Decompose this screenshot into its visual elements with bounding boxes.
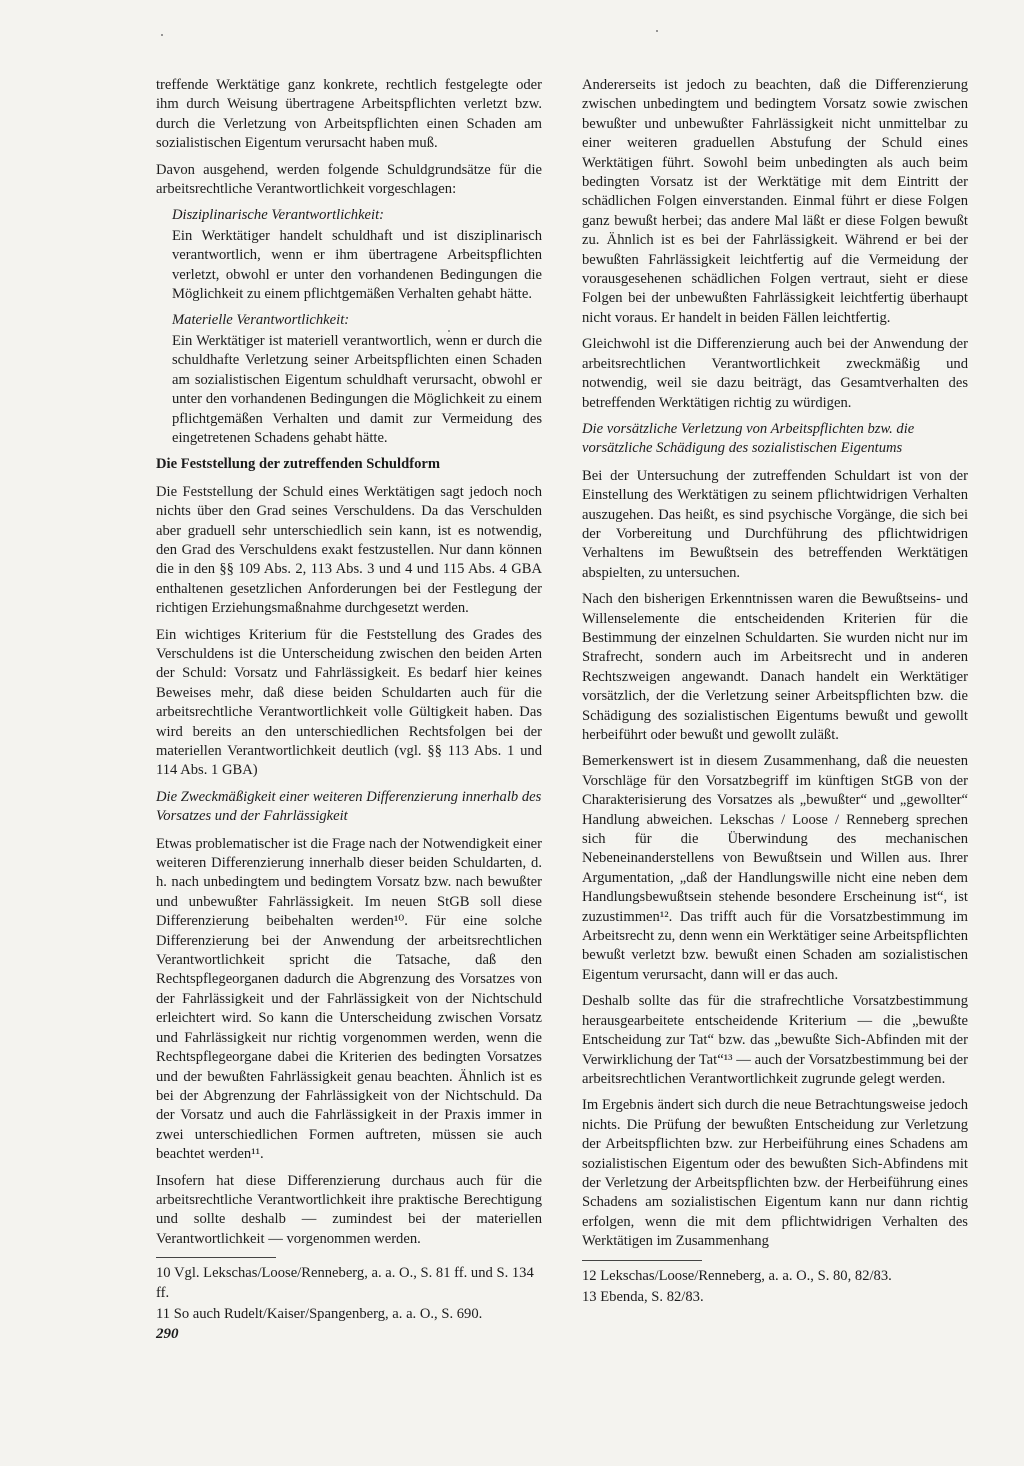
page-number: 290	[156, 1326, 179, 1342]
paragraph: Bei der Untersuchung der zutreffenden Schuldart ist von der Einstellung des Werktätigen zu seinem pflichtwidrigen Verhalten auszugehen. Das heißt, es sind psychische Vorgänge, die sich bei der Vorbereitung und Durchführung des pflichtwidrigen Verhaltens im Bewußtsein des betreffenden Werktätigen abspielten, zu untersuchen.	[582, 467, 968, 581]
footnote-divider	[582, 1260, 702, 1261]
scan-speck	[161, 34, 163, 36]
paragraph: Ein Werktätiger handelt schuldhaft und ist disziplinarisch verantwortlich, wenn er ihm übertragene Arbeitspflichten verletzt, obwohl er unter den vorhandenen Bedingungen die Möglichkeit zu einem pflichtgemäßen Verhalten gehabt hätte.	[172, 227, 542, 303]
footnote: 12 Lekschas/Loose/Renneberg, a. a. O., S. 80, 82/83.	[582, 1267, 892, 1284]
paragraph: Im Ergebnis ändert sich durch die neue Betrachtungsweise jedoch nichts. Die Prüfung der bewußten Entscheidung zur Verletzung der Arbeitspflichten bzw. zur Herbeiführung eines Schadens am sozialistischen Eigentum oder des bewußten Sich-Abfindens mit der Verletzung der Arbeitspflichten bzw. der Herbeiführung eines Schadens am sozialistischen Eigentum kann nur dann richtig erfolgen, wenn die mit dem pflichtwidrigen Verhalten des Werktätigen im Zusammenhang	[582, 1097, 968, 1250]
paragraph: Etwas problematischer ist die Frage nach der Notwendigkeit einer weiteren Differenzierung innerhalb dieser beiden Schuldarten, d. h. nach unbedingtem und bedingtem Vorsatz bzw. nach bewußter und unbewußter Fahrlässigkeit. Im neuen StGB soll diese Differenzierung beibehalten werden¹⁰. Für eine solche Differenzierung bei der Anwendung der arbeitsrechtlichen Verantwortlichkeit spricht die Tatsache, daß den Rechtspflegeorganen dadurch die Abgrenzung des Vorsatzes von der Fahrlässigkeit und der Fahrlässigkeit von der Nichtschuld erleichtert wird. So kann die Unterscheidung zwischen Vorsatz und Fahrlässigkeit nur richtig vorgenommen werden, wenn die Rechtspflegeorgane dabei die Kriterien des bedingten Vorsatzes und der bewußten Fahrlässigkeit genau beachten. Ähnlich ist es bei der Abgrenzung der Fahrlässigkeit von der Nichtschuld. Da der Vorsatz und auch die Fahrlässigkeit in der Praxis immer in zwei unterschiedlichen Formen auftreten, müssen sie auch beachtet werden¹¹.	[156, 835, 542, 1163]
right-column	[582, 76, 968, 1309]
footnote: 10 Vgl. Lekschas/Loose/Renneberg, a. a. O., S. 81 ff. und S. 134 ff.	[156, 1265, 534, 1301]
paragraph: Die Feststellung der Schuld eines Werktätigen sagt jedoch noch nichts über den Grad seines Verschuldens. Da das Verschulden aber graduell sehr unterschiedlich sein kann, ist es notwendig, den Grad des Verschuldens exakt festzustellen. Nur dann können die in den §§ 109 Abs. 2, 113 Abs. 3 und 4 und 115 Abs. 4 GBA enthaltenen gesetzlichen Anforderungen bei der Festlegung der richtigen Erziehungsmaßnahme durchgesetzt werden.	[156, 483, 542, 617]
section-label: Materielle Verantwortlichkeit:	[172, 312, 350, 329]
scan-speck	[656, 30, 658, 32]
paragraph: Insofern hat diese Differenzierung durchaus auch für die arbeitsrechtliche Verantwortlichkeit ihre praktische Berechtigung und sollte deshalb — zumindest bei der materiellen Verantwortlichkeit — vorgenommen werden.	[156, 1172, 542, 1247]
paragraph: treffende Werktätige ganz konkrete, rechtlich festgelegte oder ihm durch Weisung übertragene Arbeitspflichten verletzt bzw. durch die Verletzung von Arbeitspflichten einen Schaden am sozialistischen Eigentum verursacht haben muß.	[156, 77, 542, 152]
paragraph: Ein Werktätiger ist materiell verantwortlich, wenn er durch die schuldhafte Verletzung seiner Arbeitspflichten einen Schaden am sozialistischen Eigentum schuldhaft verursacht, obwohl er unter den vorhandenen Bedingungen die Möglichkeit zu einem pflichtgemäßen Verhalten und damit zur Vermeidung des eingetretenen Schadens gehabt hätte.	[172, 332, 542, 446]
footnote: 11 So auch Rudelt/Kaiser/Spangenberg, a. a. O., S. 690.	[156, 1305, 483, 1322]
section-heading: Die Zweckmäßigkeit einer weiteren Differenzierung innerhalb des Vorsatzes und der Fahrlässigkeit	[156, 788, 542, 825]
scan-speck	[448, 330, 450, 332]
left-column	[156, 76, 542, 1326]
footnote: 13 Ebenda, S. 82/83.	[582, 1288, 704, 1305]
section-heading: Die Feststellung der zutreffenden Schuldform	[156, 456, 441, 473]
paragraph: Gleichwohl ist die Differenzierung auch bei der Anwendung der arbeitsrechtlichen Verantwortlichkeit zweckmäßig und notwendig, weil sie dazu beiträgt, das Gesamtverhalten des betreffenden Werktätigen richtig zu würdigen.	[582, 336, 968, 411]
section-label: Disziplinarische Verantwortlichkeit:	[172, 207, 384, 224]
paragraph: Andererseits ist jedoch zu beachten, daß die Differenzierung zwischen unbedingtem und bedingtem Vorsatz sowie zwischen bewußter und unbewußter Fahrlässigkeit nicht unmittelbar zu einer weiteren graduellen Abstufung der Schuld eines Werktätigen führt. Sowohl beim unbedingten als auch beim bedingten Vorsatz ist der Werktätige mit dem Eintritt der schädlichen Folgen einverstanden. Einmal führt er diese Folgen ganz bewußt herbei; das andere Mal läßt er diese Folgen bewußt zu. Ähnlich ist es bei der Fahrlässigkeit. Während er bei der bewußten Fahrlässigkeit leichtfertig auf die Vermeidung der vorausgesehenen schädlichen Folgen vertraut, sieht er diese Folgen bei der unbewußten Fahrlässigkeit leichtfertig überhaupt nicht voraus. Er handelt in beiden Fällen leichtfertig.	[582, 77, 968, 326]
paragraph: Davon ausgehend, werden folgende Schuldgrundsätze für die arbeitsrechtliche Verantwortlichkeit vorgeschlagen:	[156, 161, 542, 198]
footnote-divider	[156, 1257, 276, 1258]
paragraph: Ein wichtiges Kriterium für die Feststellung des Grades des Verschuldens ist die Unterscheidung zwischen den beiden Arten der Schuld: Vorsatz und Fahrlässigkeit. Es bedarf hier keines Beweises mehr, daß diese beiden Schuldarten auch für die arbeitsrechtliche Verantwortlichkeit volle Gültigkeit haben. Das wird bereits an den unterschiedlichen Rechtsfolgen bei der materiellen Verantwortlichkeit deutlich (vgl. §§ 113 Abs. 1 und 114 Abs. 1 GBA)	[156, 626, 542, 779]
paragraph: Nach den bisherigen Erkenntnissen waren die Bewußtseins- und Willenselemente die entscheidenden Kriterien für die Bestimmung der einzelnen Schuldarten. Sie wurden nicht nur im Strafrecht, sondern auch im Arbeitsrecht und in anderen Rechtszweigen angewandt. Danach handelt ein Werktätiger vorsätzlich, der die Verletzung seiner Arbeitspflichten bzw. die Schädigung des sozialistischen Eigentums bewußt und gewollt herbeiführt oder bewußt und gewollt zuläßt.	[582, 591, 968, 743]
paragraph: Bemerkenswert ist in diesem Zusammenhang, daß die neuesten Vorschläge für den Vorsatzbegriff im künftigen StGB von der Charakterisierung des Vorsatzes als „bewußter“ und „gewollter“ Handlung abweichen. Lekschas / Loose / Renneberg sprechen sich für die Überwindung des mechanischen Nebeneinanderstellens von Bewußtsein und Willen aus. Ihrer Argumentation, „daß der Handlungswille nicht eine neben dem Handlungsbewußtsein stehende besondere Erscheinung ist“, ist zuzustimmen¹². Das trifft auch für die Vorsatzbestimmung im Arbeitsrecht zu, denn wenn ein Werktätiger seine Arbeitspflichten bewußt verletzt bzw. bewußt einen Schaden am sozialistischen Eigentum verursacht, dann will er das auch.	[582, 753, 968, 983]
section-heading: Die vorsätzliche Verletzung von Arbeitspflichten bzw. die vorsätzliche Schädigung des sozialistischen Eigentums	[582, 420, 915, 457]
paragraph: Deshalb sollte das für die strafrechtliche Vorsatzbestimmung herausgearbeitete entscheidende Kriterium — die „bewußte Entscheidung zur Tat“ bzw. das „bewußte Sich-Abfinden mit der Verwirklichung der Tat“¹³ — auch der Vorsatzbestimmung bei der arbeitsrechtlichen Verantwortlichkeit zugrunde gelegt werden.	[582, 993, 968, 1087]
